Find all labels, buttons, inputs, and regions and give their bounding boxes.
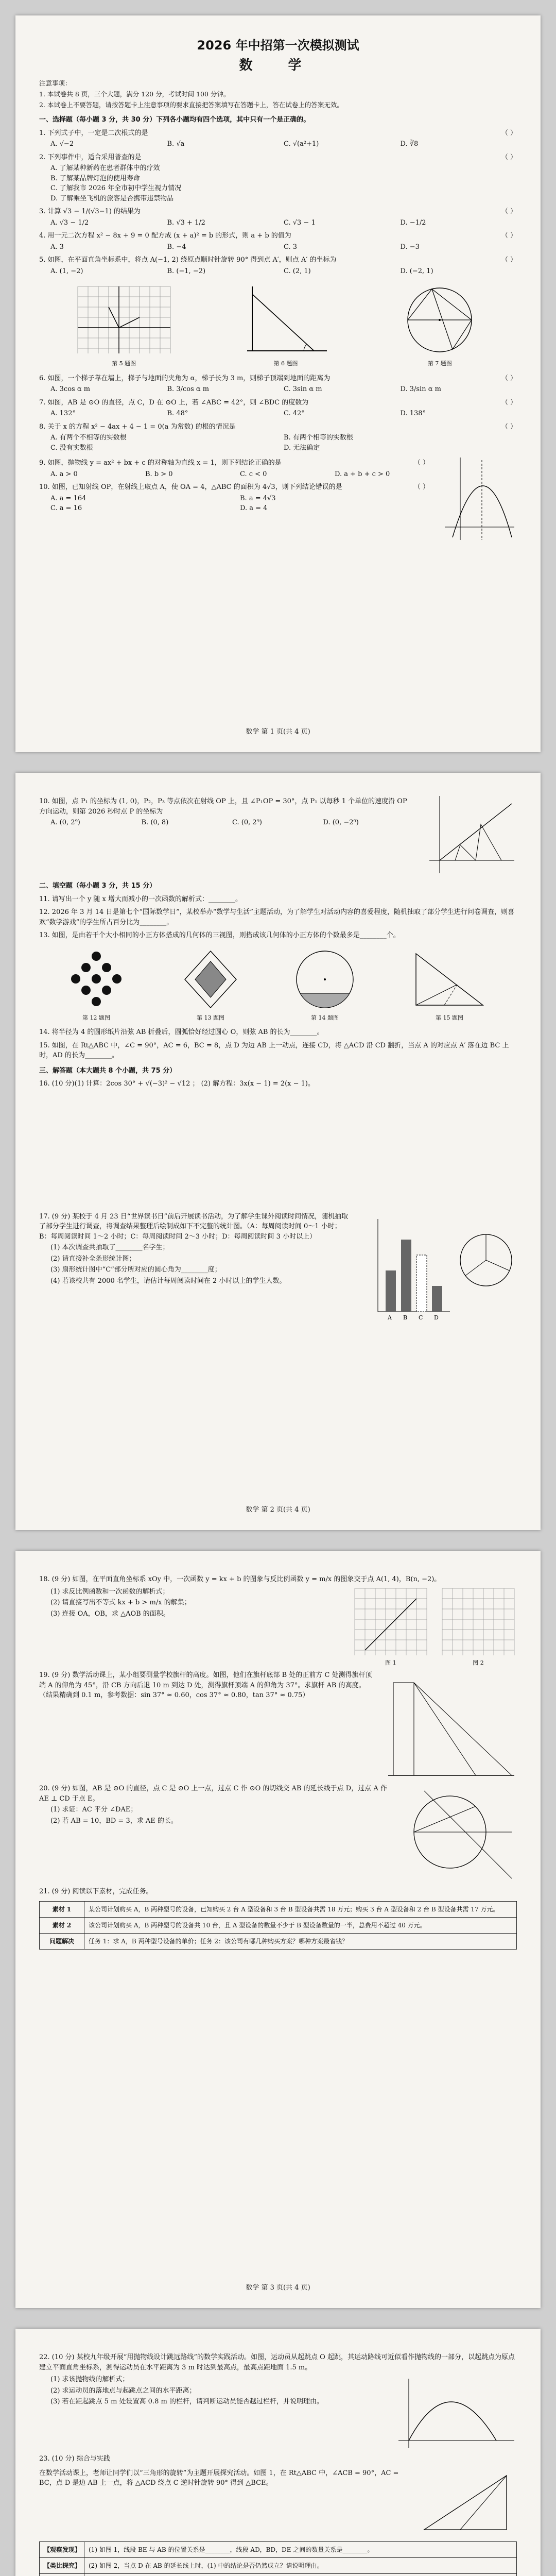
question-22-block [39,2374,517,2451]
question-14: 14. 将半径为 4 的圆形纸片沿弦 AB 折叠后，圆弧恰好经过圆心 O，则弦 AB 的长为________。 [39,1028,324,1036]
tangent-circle-figure [404,1781,517,1884]
page-4 [15,2329,541,2576]
question-19: 19. (9 分) 数学活动课上，某小组要测量学校旗杆的高度。如图，他们在旗杆底部 B 处的正前方 C 处测得旗杆顶端 A 的仰角为 45°，沿 CB 方向后退 10 m 到达 D 处，测得旗杆顶端 A 的仰角为 37°。求旗杆 AB 的高度。（结果精确到 0.1 m，参考数据：sin 37° ≈ 0.60，cos 37° ≈ 0.80，tan 37° ≈ 0.75） [39,1671,372,1699]
question-10-continued: 10. 如图，点 P₁ 的坐标为 (1, 0)，P₂，P₃ 等点依次在射线 OP 上，且 ∠P₁OP = 30°，点 P₁ 以每秒 1 个单位的速度沿 OP 方向运动，则第 2026 秒时点 P 的坐标为 [39,798,407,816]
ladder-figure [242,281,329,359]
figure-q18-1: 图 1 [352,1586,429,1668]
triangle-fold-figure [406,946,493,1013]
question-9-options: A. a > 0 B. b > 0 C. c < 0 D. a + b + c > 0 [50,470,390,478]
question-1-options: A. √−2 B. √a C. √(a²+1) D. ∛8 [50,140,419,148]
grid-figure-2 [440,1586,517,1658]
section-3-heading: 三、解答题（本大题共 8 个小题，共 75 分） [39,1066,177,1075]
circle-figure [396,281,483,359]
question-22-part-2: (2) 求运动员的落地点与起跳点之间的水平距离； [50,2386,196,2395]
bar-label-a: A [388,1314,392,1321]
question-3-options: A. √3 − 1/2 B. √3 + 1/2 C. √3 − 1 D. −1/2 [50,218,426,227]
bar-c [416,1255,427,1312]
question-20-block [39,1781,517,1884]
question-18-part-1: (1) 求反比例函数和一次函数的解析式； [50,1587,169,1596]
bar-a [386,1270,396,1312]
question-2-options: A. 了解某种新药在患者群体中的疗效 B. 了解某品牌灯泡的使用寿命 C. 了解我市 2026 年全市初中学生视力情况 D. 了解乘坐飞机的旅客是否携带违禁物品 [50,164,182,202]
question-3: （ ） 3. 计算 √3 − 1/(√3−1) 的结果为 [39,208,517,216]
question-17: 17. (9 分) 某校于 4 月 23 日“世界读书日”前后开展读书活动，为了解学生课外阅读时间情况，随机抽取了部分学生进行调查，将调查结果整理后绘制成如下不完整的统计图。（A：每周阅读时间 0～1 小时；B：每周阅读时间 1～2 小时；C：每周阅读时间 2～3 小时；D：每周阅读时间 3 小时以上） [39,1212,349,1241]
notice-2: 2. 本试卷上不要答题，请按答题卡上注意事项的要求直接把答案填写在答题卡上，答在试卷上的答案无效。 [39,100,343,109]
question-18-block [39,1586,517,1668]
question-6-options: A. 3cos α m B. 3/cos α m C. 3sin α m D. 3/sin α m [50,385,441,394]
question-23-intro-block [39,2465,517,2537]
figure-q6: 第 6 题图 [242,281,329,368]
question-1: （ ） 1. 下列式子中，一定是二次根式的是 [39,129,517,137]
question-21-materials-table [39,1901,517,1950]
dot-pattern-figure [63,946,130,1013]
notice-1: 1. 本试卷共 8 页，三个大题，满分 120 分，考试时间 100 分钟。 [39,90,230,98]
jump-parabola-figure [393,2374,517,2451]
figure-q18-2: 图 2 [440,1586,517,1668]
section-2-heading: 二、填空题（每小题 3 分，共 15 分） [39,882,157,890]
figure-q12: 第 12 题图 [63,946,130,1023]
grid-figure-1 [352,1586,429,1658]
question-22: 22. (10 分) 某校九年级开展“用抛物线设计跳远路线”的数学实践活动。如图，运动员从起跳点 O 起跳，其运动路线可近似看作抛物线的一部分，以起跳点为原点建立平面直角坐标系，测得运动员在水平距离为 3 m 时达到最高点，最高点距地面 1.5 m。 [39,2353,515,2371]
question-17-part-4: (4) 若该校共有 2000 名学生，请估计每周阅读时间在 2 小时以上的学生人数。 [50,1277,286,1285]
question-18: 18. (9 分) 如图，在平面直角坐标系 xOy 中，一次函数 y = kx + b 的图象与反比例函数 y = m/x 的图象交于点 A(1, 4)，B(n, −2)。 [39,1575,441,1583]
table-row: 素材 2 该公司计划购买 A，B 两种型号的设备共 10 台，且 A 型设备的数量不少于 B 型设备数量的一半，总费用不超过 40 万元。 [40,1917,517,1933]
question-23-intro: 在数学活动课上，老师让同学们以“三角形的旋转”为主题开展探究活动。如图 1，在 Rt△ABC 中，∠ACB = 90°，AC = BC，点 D 是边 AB 上一点，将 △ACD 绕点 C 逆时针旋转 90° 得到 △BCE。 [39,2469,399,2487]
question-10-continued-options: A. (0, 2⁹) B. (0, 8) C. (0, 2⁹) D. (0, −2⁹) [50,819,359,826]
page-footer: 数学 第 3 页(共 4 页) [246,2283,310,2292]
exam-subject: 数 学 [239,58,317,73]
page-2 [15,773,541,1530]
question-20-part-1: (1) 求证：AC 平分 ∠DAE； [50,1806,137,1814]
question-10b-block [39,793,517,876]
question-10-options: A. a = 164 B. a = 4√3 C. a = 16 D. a = 4 [50,494,276,513]
question-9: （ ） 9. 如图，抛物线 y = ax² + bx + c 的对称轴为直线 x = 1，则下列结论正确的是 [39,459,429,467]
question-7: （ ） 7. 如图，AB 是 ⊙O 的直径，点 C，D 在 ⊙O 上，若 ∠ABC = 42°，则 ∠BDC 的度数为 [39,398,517,406]
parabola-figure [440,455,517,543]
figure-q7: 第 7 题图 [396,281,483,368]
question-22-part-1: (1) 求该抛物线的解析式； [50,2376,129,2383]
bar-label-d: D [434,1314,439,1321]
question-23: 23. (10 分) 综合与实践 [39,2455,110,2463]
question-7-options: A. 132° B. 48° C. 42° D. 138° [50,410,426,418]
table-row: 素材 1 某公司计划购买 A，B 两种型号的设备，已知购买 2 台 A 型设备和 3 台 B 型设备共需 18 万元；购买 3 台 A 型设备和 2 台 B 型设备共需 17 万元。 [40,1901,517,1917]
folded-circle-figure [291,946,358,1013]
question-23-exploration-table [39,2541,517,2576]
question-8: （ ） 8. 关于 x 的方程 x² − 4ax + 4 − 1 = 0(a 为常数) 的根的情况是 [39,422,517,431]
statistics-figures [362,1209,517,1327]
table-row: 【类比探究】 (2) 如图 2，当点 D 在 AB 的延长线上时，(1) 中的结论是否仍然成立？请说明理由。 [40,2557,517,2573]
question-5-options: A. (1, −2) B. (−1, −2) C. (2, 1) D. (−2, 1) [50,267,433,275]
question-9-10-block [39,455,517,543]
ray-figure [424,793,517,876]
page-footer: 数学 第 2 页(共 4 页) [246,1505,310,1514]
question-21: 21. (9 分) 阅读以下素材，完成任务。 [39,1888,153,1895]
bar-label-b: B [403,1314,408,1321]
question-18-part-3: (3) 连接 OA，OB，求 △AOB 的面积。 [50,1609,170,1618]
question-17-part-3: (3) 扇形统计图中“C”部分所对应的圆心角为________度； [50,1266,221,1274]
question-17-part-2: (2) 请直接补全条形统计图； [50,1255,136,1263]
figure-q14: 第 14 题图 [291,946,358,1023]
question-15: 15. 如图，在 Rt△ABC 中，∠C = 90°，AC = 6，BC = 8，点 D 为边 AB 上一动点，连接 CD，将 △ACD 沿 CD 翻折，当点 A 的对应点 A′ 落在边 BC 上时，AD 的长为________。 [39,1041,509,1059]
question-16: 16. (10 分)(1) 计算：2cos 30° + √(−3)² − √12 ； (2) 解方程：3x(x − 1) = 2(x − 1)。 [39,1080,315,1088]
question-17-block [39,1209,517,1327]
bar-b [401,1240,411,1312]
question-19-block [39,1667,517,1781]
rotation-triangle-figure [414,2465,517,2537]
question-5: （ ） 5. 如图，在平面直角坐标系中，将点 A(−1, 2) 绕原点顺时针旋转 90° 得到点 A′，则点 A′ 的坐标为 [39,256,517,264]
question-8-options: A. 有两个不相等的实数根 B. 有两个相等的实数根 C. 没有实数根 D. 无法确定 [50,434,353,452]
table-row [40,2573,517,2576]
bar-label-c: C [419,1314,423,1321]
page-footer: 数学 第 1 页(共 4 页) [246,727,310,736]
question-17-part-1: (1) 本次调查共抽取了________名学生； [50,1244,169,1251]
figure-q5: 第 5 题图 [73,281,176,368]
diamond-figure [177,946,244,1013]
bar-d [432,1286,442,1312]
question-12: 12. 2026 年 3 月 14 日是第七个“国际数学日”，某校举办“数学与生活”主题活动，为了解学生对活动内容的喜爱程度，随机抽取了部分学生进行问卷调查，则喜欢“数学游戏”的学生所占百分比为________。 [39,908,514,926]
question-4-options: A. 3 B. −4 C. 3 D. −3 [50,243,420,251]
exam-title: 2026 年中招第一次模拟测试 [197,38,359,53]
question-6: （ ） 6. 如图，一个梯子靠在墙上，梯子与地面的夹角为 α，梯子长为 3 m，则梯子顶端到地面的距离为 [39,374,517,382]
question-20: 20. (9 分) 如图，AB 是 ⊙O 的直径，点 C 是 ⊙O 上一点，过点 C 作 ⊙O 的切线交 AB 的延长线于点 D，过点 A 作 AE ⊥ CD 于点 E。 [39,1785,387,1803]
question-20-part-2: (2) 若 AB = 10，BD = 3，求 AE 的长。 [50,1817,178,1825]
figure-q13: 第 13 题图 [177,946,244,1023]
section-1-heading: 一、选择题（每小题 3 分，共 30 分）下列各小题均有四个选项，其中只有一个是正确的。 [39,116,310,124]
table-row: 问题解决 任务 1：求 A，B 两种型号设备的单价；任务 2：该公司有哪几种购买方案？哪种方案最省钱？ [40,1933,517,1949]
page-1 [15,15,541,752]
question-11: 11. 请写出一个 y 随 x 增大而减小的一次函数的解析式：________。 [39,895,242,903]
grid-coordinate-figure [73,281,176,359]
question-18-part-2: (2) 请直接写出不等式 kx + b > m/x 的解集； [50,1599,191,1606]
question-13: 13. 如图，是由若干个大小相同的小正方体搭成的几何体的三视图，则搭成该几何体的小正方体的个数最多是________个。 [39,931,400,939]
question-4: （ ） 4. 用一元二次方程 x² − 8x + 9 = 0 配方成 (x + a)² = b 的形式，则 a + b 的值为 [39,232,517,240]
figures-row-1 [39,281,517,368]
flagpole-figure [383,1667,517,1781]
table-row: 【观察发现】 (1) 如图 1，线段 BE 与 AB 的位置关系是________，线段 AD，BD，DE 之间的数量关系是________。 [40,2541,517,2557]
figure-q15: 第 15 题图 [406,946,493,1023]
page-3 [15,1551,541,2308]
question-10: （ ） 10. 如图，已知射线 OP，在射线上取点 A，使 OA = 4，△ABC 的面积为 4√3，则下列结论错误的是 [39,483,429,492]
question-22-part-3: (3) 若在距起跳点 5 m 处设置高 0.8 m 的栏杆，请判断运动员能否越过栏杆，并说明理由。 [50,2398,323,2405]
notice-heading: 注意事项： [39,79,72,87]
question-2: （ ） 2. 下列事件中，适合采用普查的是 [39,153,517,161]
figures-row-2 [39,946,517,1023]
